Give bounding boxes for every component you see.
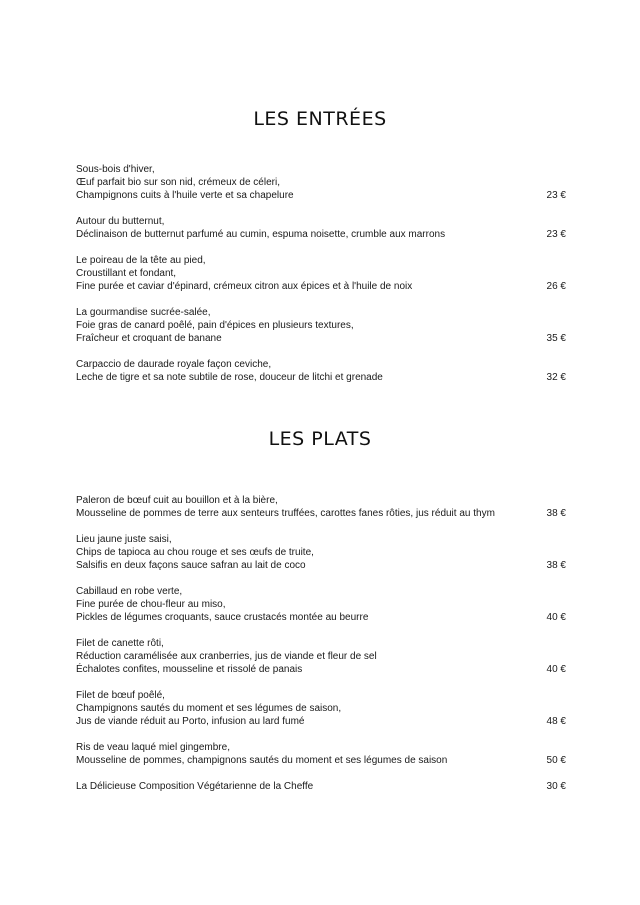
dish-price: 50 € (546, 755, 566, 767)
dish-description: Fine purée de chou-fleur au miso, (76, 599, 226, 611)
dish-price: 35 € (546, 333, 566, 345)
menu-item (76, 494, 566, 520)
dish-price: 48 € (546, 716, 566, 728)
dish-price: 23 € (546, 190, 566, 202)
dish-description: Jus de viande réduit au Porto, infusion au lard fumé (76, 716, 305, 728)
dish-name: La gourmandise sucrée-salée, (76, 307, 211, 318)
dish-price: 38 € (546, 508, 566, 520)
menu-item (76, 637, 566, 677)
dish-name: Ris de veau laqué miel gingembre, (76, 742, 230, 753)
dish-description: Pickles de légumes croquants, sauce crustacés montée au beurre (76, 612, 369, 624)
dish-price: 30 € (546, 781, 566, 792)
dish-description: Fine purée et caviar d'épinard, crémeux citron aux épices et à l'huile de noix (76, 281, 413, 293)
menu-item (76, 585, 566, 625)
dish-name: La Délicieuse Composition Végétarienne de la Cheffe (76, 781, 314, 792)
section-title-entrees: LES ENTRÉES (253, 108, 387, 130)
dish-name: Lieu jaune juste saisi, (76, 534, 172, 545)
dish-name: Carpaccio de daurade royale façon ceviche, (76, 359, 272, 370)
dish-name: Paleron de bœuf cuit au bouillon et à la bière, (76, 495, 278, 506)
dish-description: Champignons sautés du moment et ses légumes de saison, (76, 703, 342, 715)
dish-description: Leche de tigre et sa note subtile de rose, douceur de litchi et grenade (76, 372, 383, 384)
dish-description: Mousseline de pommes, champignons sautés du moment et ses légumes de saison (76, 755, 448, 767)
dish-name: Sous-bois d'hiver, (76, 164, 155, 175)
dish-description: Salsifis en deux façons sauce safran au lait de coco (76, 560, 306, 572)
dish-description: Mousseline de pommes de terre aux senteurs truffées, carottes fanes rôties, jus réduit au thym (76, 508, 495, 520)
dish-description: Fraîcheur et croquant de banane (76, 333, 222, 345)
menu-item (76, 254, 566, 294)
dish-description: Déclinaison de butternut parfumé au cumin, espuma noisette, crumble aux marrons (76, 229, 446, 241)
dish-price: 40 € (546, 612, 566, 624)
menu-item (76, 163, 566, 203)
dish-price: 38 € (546, 560, 566, 572)
dish-name: Autour du butternut, (76, 216, 165, 227)
dish-price: 32 € (546, 372, 566, 384)
dish-description: Foie gras de canard poêlé, pain d'épices en plusieurs textures, (76, 320, 354, 332)
dish-price: 26 € (546, 281, 566, 293)
dish-description: Champignons cuits à l'huile verte et sa chapelure (76, 190, 294, 202)
section-title-plats: LES PLATS (268, 428, 372, 450)
dish-description: Échalotes confites, mousseline et rissolé de panais (76, 664, 303, 676)
dish-description: Chips de tapioca au chou rouge et ses œufs de truite, (76, 547, 314, 559)
menu-item (76, 689, 566, 729)
dish-name: Le poireau de la tête au pied, (76, 255, 206, 266)
dish-description: Croustillant et fondant, (76, 268, 177, 280)
dish-name: Filet de canette rôti, (76, 638, 164, 649)
menu-item (76, 780, 566, 793)
dish-name: Filet de bœuf poêlé, (76, 690, 165, 701)
dish-description: Réduction caramélisée aux cranberries, jus de viande et fleur de sel (76, 651, 377, 663)
menu-item (76, 741, 566, 767)
menu-item (76, 306, 566, 346)
menu-item (76, 358, 566, 384)
dish-name: Cabillaud en robe verte, (76, 586, 183, 597)
dish-description: Œuf parfait bio sur son nid, crémeux de céleri, (76, 177, 280, 189)
menu-item (76, 215, 566, 241)
menu-item (76, 533, 566, 573)
dish-price: 40 € (546, 664, 566, 676)
dish-price: 23 € (546, 229, 566, 241)
